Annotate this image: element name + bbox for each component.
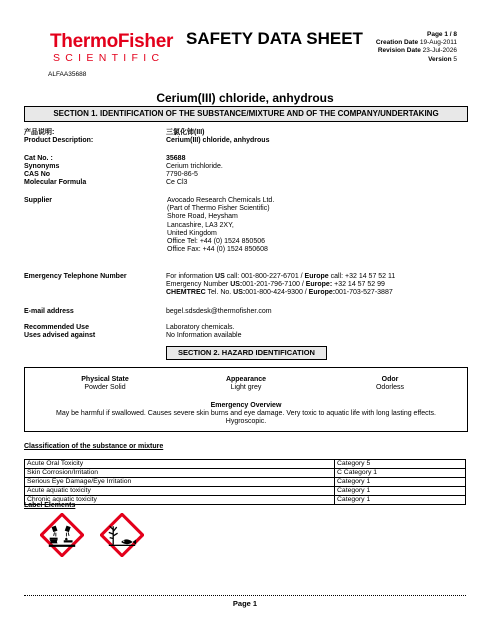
- document-title: SAFETY DATA SHEET: [186, 29, 363, 48]
- physical-state: [45, 376, 165, 392]
- category-cell: C Category 1: [335, 469, 466, 478]
- product-description-label: Product Description:: [24, 137, 94, 144]
- supplier-line: Shore Road, Heysham: [167, 213, 238, 221]
- hazard-cell: Chronic aquatic toxicity: [25, 496, 335, 505]
- cas-value: 7790-86-5: [166, 171, 198, 178]
- table-row: [25, 469, 466, 478]
- emergency-phone-label: Emergency Telephone Number: [24, 273, 127, 280]
- category-cell: Category 1: [335, 496, 466, 505]
- product-description-value: Cerium(III) chloride, anhydrous: [166, 137, 270, 144]
- table-row: [25, 496, 466, 505]
- emergency-overview-text: May be harmful if swallowed. Causes severe skin burns and eye damage. Very toxic to aquatic life with long lasting effects. Hygroscopic.: [55, 410, 436, 426]
- uses-advised-against-label: Uses advised against: [24, 332, 96, 339]
- cat-no-label: Cat No. :: [24, 155, 53, 162]
- category-cell: Category 5: [335, 460, 466, 469]
- category-cell: Category 1: [335, 478, 466, 487]
- creation-date: 19-Aug-2011: [419, 39, 457, 47]
- odor-value: Odorless: [375, 384, 404, 392]
- recommended-use-label: Recommended Use: [24, 324, 89, 331]
- cat-no-value: 35688: [166, 155, 186, 162]
- table-row: [25, 487, 466, 496]
- product-name: Cerium(III) chloride, anhydrous: [156, 91, 334, 105]
- emergency-line-2: Emergency Number US:001-201-796-7100 / Europe: +32 14 57 52 99: [166, 281, 385, 289]
- section-1-heading: SECTION 1. IDENTIFICATION OF THE SUBSTANCE/MIXTURE AND OF THE COMPANY/UNDERTAKING: [24, 106, 468, 122]
- cas-label: CAS No: [24, 171, 51, 178]
- company-logo: ThermoFisher: [50, 31, 174, 52]
- odor-label: Odor: [381, 376, 399, 383]
- table-row: [25, 460, 466, 469]
- hazard-cell: Acute aquatic toxicity: [25, 487, 335, 496]
- emergency-overview-label: Emergency Overview: [210, 402, 282, 409]
- formula-value: Ce Cl3: [166, 179, 188, 186]
- emergency-line-3: CHEMTREC Tel. No. US:001-800-424-9300 / Europe:001-703-527-3887: [166, 289, 393, 297]
- supplier-line: Lancashire, LA3 2XY,: [167, 221, 234, 229]
- revision-date: 23-Jul-2026: [422, 47, 457, 55]
- table-row: [25, 478, 466, 487]
- supplier-line: United Kingdom: [167, 229, 217, 237]
- revision-date-label: Revision Date: [377, 47, 421, 55]
- synonyms-label: Synonyms: [24, 163, 60, 170]
- cn-label: 产品说明:: [24, 129, 55, 136]
- hazard-overview-box: [24, 367, 468, 432]
- physical-state-value: Powder Solid: [84, 384, 126, 392]
- physical-state-label: Physical State: [81, 376, 129, 383]
- footer-page-number: Page 1: [232, 599, 258, 608]
- hazard-cell: Serious Eye Damage/Eye Irritation: [25, 478, 335, 487]
- section-2-heading: SECTION 2. HAZARD IDENTIFICATION: [166, 346, 327, 360]
- appearance-value: Light grey: [230, 384, 262, 392]
- recommended-use-value: Laboratory chemicals.: [166, 324, 235, 331]
- supplier-line: Avocado Research Chemicals Ltd.: [167, 197, 275, 204]
- page-indicator: Page 1 / 8: [427, 31, 457, 38]
- label-elements-heading: Label Elements: [24, 502, 76, 509]
- supplier-line: Office Fax: +44 (0) 1524 850608: [167, 246, 268, 254]
- document-meta: [376, 31, 457, 64]
- footer-divider: [24, 595, 466, 596]
- version-number: 5: [453, 55, 457, 63]
- supplier-line: Office Tel: +44 (0) 1524 850506: [167, 238, 266, 246]
- uses-advised-against-value: No Information available: [166, 332, 242, 339]
- document-id: ALFAA35688: [48, 71, 87, 78]
- appearance-label: Appearance: [225, 376, 267, 383]
- supplier-address: [167, 197, 274, 254]
- classification-table: [24, 459, 466, 505]
- environment-pictogram-icon: [100, 513, 144, 557]
- corrosion-pictogram-icon: [40, 513, 84, 557]
- creation-date-label: Creation Date: [375, 39, 419, 47]
- supplier-line: (Part of Thermo Fisher Scientific): [167, 205, 270, 213]
- category-cell: Category 1: [335, 487, 466, 496]
- formula-label: Molecular Formula: [24, 179, 87, 186]
- email-value[interactable]: begel.sdsdesk@thermofisher.com: [166, 308, 272, 315]
- company-logo-subtitle: SCIENTIFIC: [53, 52, 165, 64]
- cn-value: 三氯化铈(III): [166, 129, 205, 136]
- email-label: E-mail address: [24, 308, 74, 315]
- odor: [345, 376, 435, 392]
- classification-heading: Classification of the substance or mixture: [24, 443, 164, 450]
- emergency-line-1: For information US call: 001-800-227-6701 / Europe call: +32 14 57 52 11: [166, 273, 396, 280]
- version-label: Version: [428, 55, 452, 63]
- hazard-cell: Acute Oral Toxicity: [25, 460, 335, 469]
- supplier-label: Supplier: [24, 197, 53, 204]
- appearance: [186, 376, 306, 392]
- synonyms-value: Cerium trichloride.: [166, 163, 223, 170]
- emergency-phone-values: [166, 273, 395, 298]
- hazard-cell: Skin Corrosion/Irritation: [25, 469, 335, 478]
